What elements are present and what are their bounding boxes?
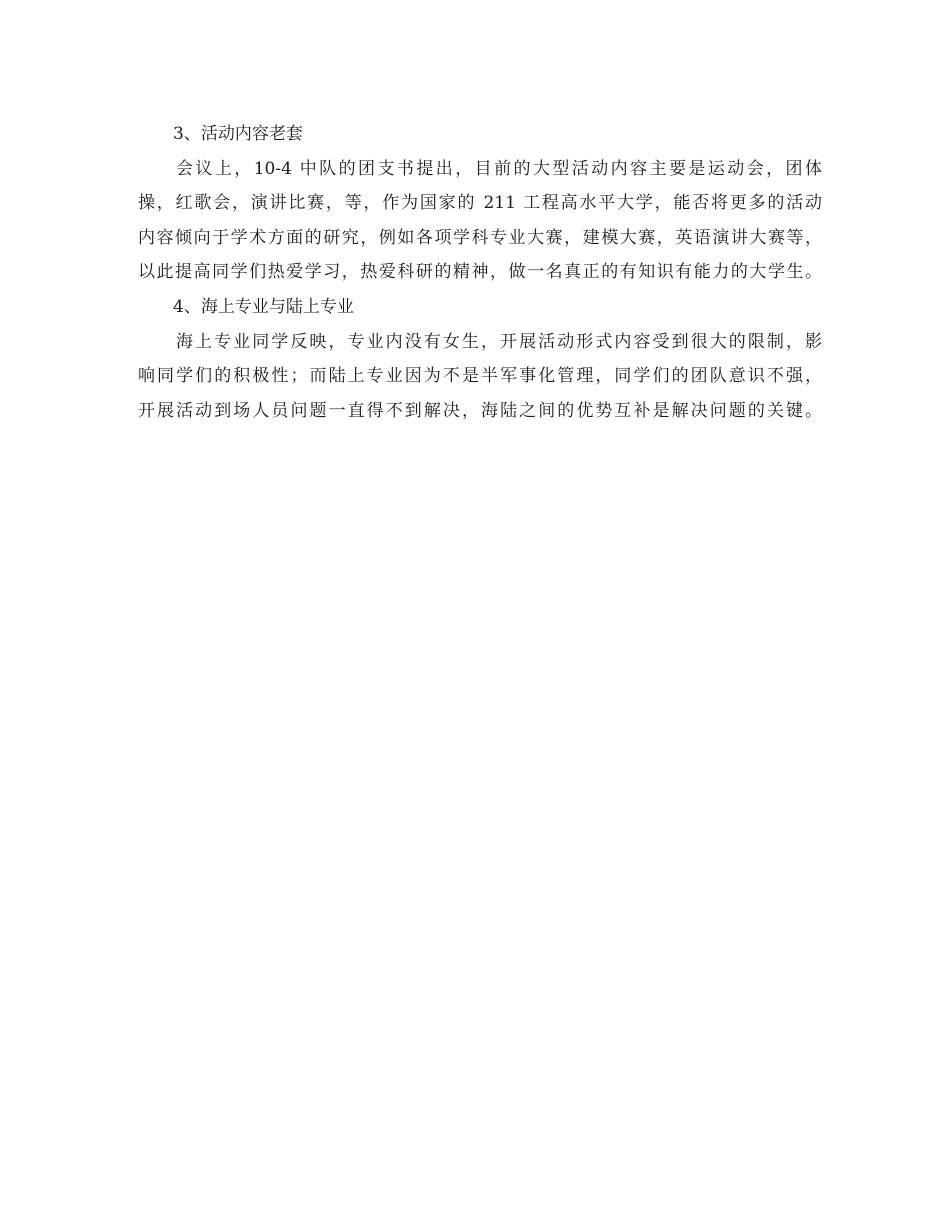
paragraph-line: 会议上，10-4 中队的团支书提出，目前的大型活动内容主要是运动会，团体 <box>176 158 822 179</box>
document-body <box>138 117 822 428</box>
paragraph-line: 操，红歌会，演讲比赛，等，作为国家的 211 工程高水平大学，能否将更多的活动 <box>138 193 822 214</box>
section-3-paragraph <box>138 152 822 290</box>
paragraph-line: 海上专业同学反映，专业内没有女生，开展活动形式内容受到很大的限制，影 <box>176 331 822 352</box>
section-heading-3: 3、活动内容老套 <box>173 124 303 144</box>
section-4-paragraph <box>138 325 822 429</box>
paragraph-line: 以此提高同学们热爱学习，热爱科研的精神，做一名真正的有知识有能力的大学生。 <box>138 262 822 283</box>
paragraph-line: 开展活动到场人员问题一直得不到解决，海陆之间的优势互补是解决问题的关键。 <box>138 400 822 421</box>
paragraph-line: 响同学们的积极性；而陆上专业因为不是半军事化管理，同学们的团队意识不强， <box>138 366 822 387</box>
paragraph-line: 内容倾向于学术方面的研究，例如各项学科专业大赛，建模大赛，英语演讲大赛等， <box>138 227 822 248</box>
section-heading-4: 4、海上专业与陆上专业 <box>173 296 354 317</box>
